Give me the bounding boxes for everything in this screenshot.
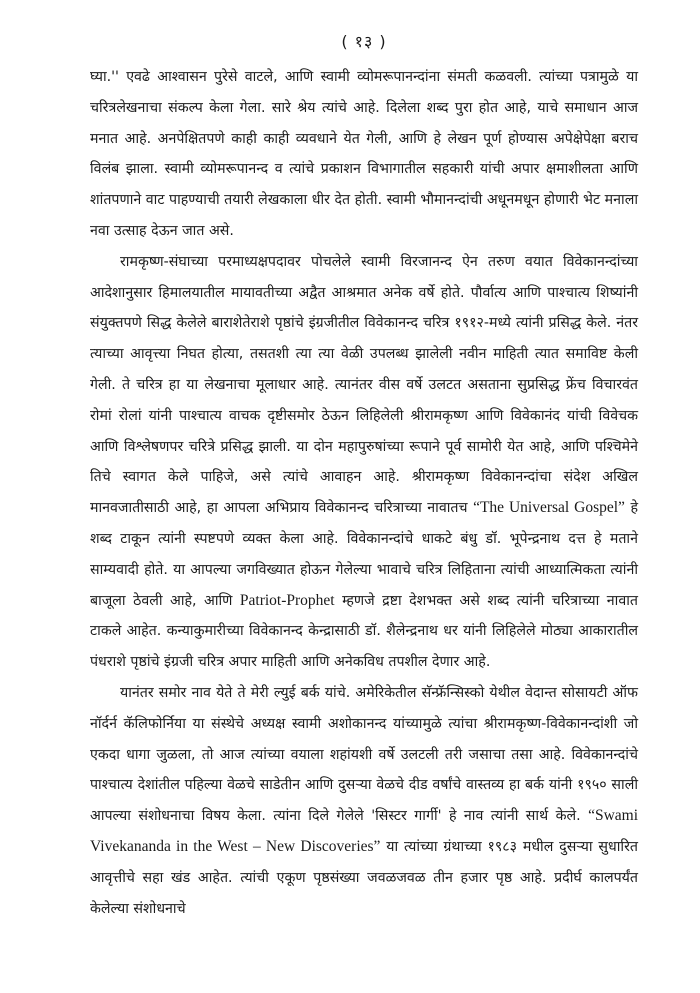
paragraph-2 [90, 247, 638, 678]
paragraph-text: हे शब्द टाकून त्यांनी स्पष्टपणे व्यक्त केला आहे. विवेकानन्दांचे धाकटे बंधु डॉ. भूपेन्द्रनाथ दत्त हे मताने साम्यवादी होते. या आपल्या जगविख्यात होऊन गेलेल्या भावाचे चरित्र लिहिताना त्यांची आध्यात्मिकता त्यांनी बाजूला ठेवली आहे, आणि [90, 500, 639, 609]
paragraph-text: यानंतर समोर नाव येते ते मेरी ल्युई बर्क यांचे. अमेरिकेतील सॅन्फ्रॅन्सिस्को येथील वेदान्त सोसायटी ऑफ नॉर्दर्न कॅलिफोर्निया या संस्थेचे अध्यक्ष स्वामी अशोकानन्द यांच्यामुळे त्यांचा श्रीरामकृष्ण-विवेकानन्दांशी जो एकदा धागा जुळला, तो आज त्यांच्या वयाला शहांयशी वर्षे उलटली तरी जसाचा तसा आहे. विवेकानन्दांचे पाश्चात्य देशांतील पहिल्या वेळचे साडेतीन आणि दुसऱ्या वेळचे दीड वर्षांचे वास्तव्य हा बर्क यांनी १९५० साली आपल्या संशोधनाचा विषय केला. त्यांना दिले गेलेले 'सिस्टर गार्गी' हे नाव त्यांनी सार्थ केले. [90, 684, 638, 825]
paragraph-3 [90, 678, 638, 924]
paragraph-text: या त्यांच्या ग्रंथाच्या १९८३ मधील दुसऱ्या सुधारित आवृत्तीचे सहा खंड आहेत. त्यांची एकूण पृष्ठसंख्या जवळजवळ तीन हजार पृष्ठ आहे. प्रदीर्घ कालपर्यंत केलेल्या संशोधनाचे [90, 838, 638, 917]
book-title-patriot-prophet: Patriot-Prophet [239, 591, 335, 609]
book-title-universal-gospel: “The Universal Gospel” [473, 499, 625, 517]
book-title-vivekananda-in-the-west: “Swami Vivekananda in the West – New Discoveries” [90, 807, 638, 855]
paragraph-1 [90, 62, 638, 247]
paragraph-text: रामकृष्ण-संघाच्या परमाध्यक्षपदावर पोचलेले स्वामी विरजानन्द ऐन तरुण वयात विवेकानन्दांच्या आदेशानुसार हिमालयातील मायावतीच्या अद्वैत आश्रमात अनेक वर्षे होते. पौर्वात्य आणि पाश्चात्य शिष्यांनी संयुक्तपणे सिद्ध केलेले बाराशेतेराशे पृष्ठांचे इंग्रजीतील विवेकानन्द चरित्र १९१२-मध्ये त्यांनी प्रसिद्ध केले. नंतर त्याच्या आवृत्त्या निघत होत्या, तसतशी त्या त्या वेळी उपलब्ध झालेली नवीन माहिती त्यात समाविष्ट केली गेली. ते चरित्र हा या लेखनाचा मूलाधार आहे. त्यानंतर वीस वर्षे उलटत असताना सुप्रसिद्ध फ्रेंच विचारवंत रोमां रोलां यांनी पाश्चात्य वाचक दृष्टीसमोर ठेऊन लिहिलेली श्रीरामकृष्ण आणि विवेकानंद यांची विवेचक आणि विश्लेषणपर चरित्रे प्रसिद्ध झाली. या दोन महापुरुषांच्या रूपाने पूर्व सामोरी येत आहे, आणि पश्चिमेने तिचे स्वागत केले पाहिजे, असे त्यांचे आवाहन आहे. श्रीरामकृष्ण विवेकानन्दांचा संदेश अखिल मानवजातीसाठी आहे, हा आपला अभिप्राय विवेकानन्द चरित्राच्या नावातच [90, 253, 638, 517]
paragraph-text: घ्या.'' एवढे आश्वासन पुरेसे वाटले, आणि स्वामी व्योमरूपानन्दांना संमती कळवली. त्यांच्या पत्रामुळे या चरित्रलेखनाचा संकल्प केला गेला. सारे श्रेय त्यांचे आहे. दिलेला शब्द पुरा होत आहे, याचे समाधान आज मनात आहे. अनपेक्षितपणे काही काही व्यवधाने येत गेली, आणि हे लेखन पूर्ण होण्यास अपेक्षेपेक्षा बराच विलंब झाला. स्वामी व्योमरूपानन्द व त्यांचे प्रकाशन विभागातील सहकारी यांची अपार क्षमाशीलता आणि शांतपणाने वाट पाहण्याची तयारी लेखकाला धीर देत होती. स्वामी भौमानन्दांची अधूनमधून होणारी भेट मनाला नवा उत्साह देऊन जात असे. [90, 69, 638, 239]
page-number: ( १३ ) [341, 32, 387, 51]
paragraph-text: म्हणजे द्रष्टा देशभक्त असे शब्द त्यांनी चरित्राच्या नावात टाकले आहेत. कन्याकुमारीच्या विवेकानन्द केन्द्रासाठी डॉ. शैलेन्द्रनाथ धर यांनी लिहिलेले मोठ्या आकारातील पंधराशे पृष्ठांचे इंग्रजी चरित्र अपार माहिती आणि अनेकविध तपशील देणार आहे. [90, 592, 638, 671]
